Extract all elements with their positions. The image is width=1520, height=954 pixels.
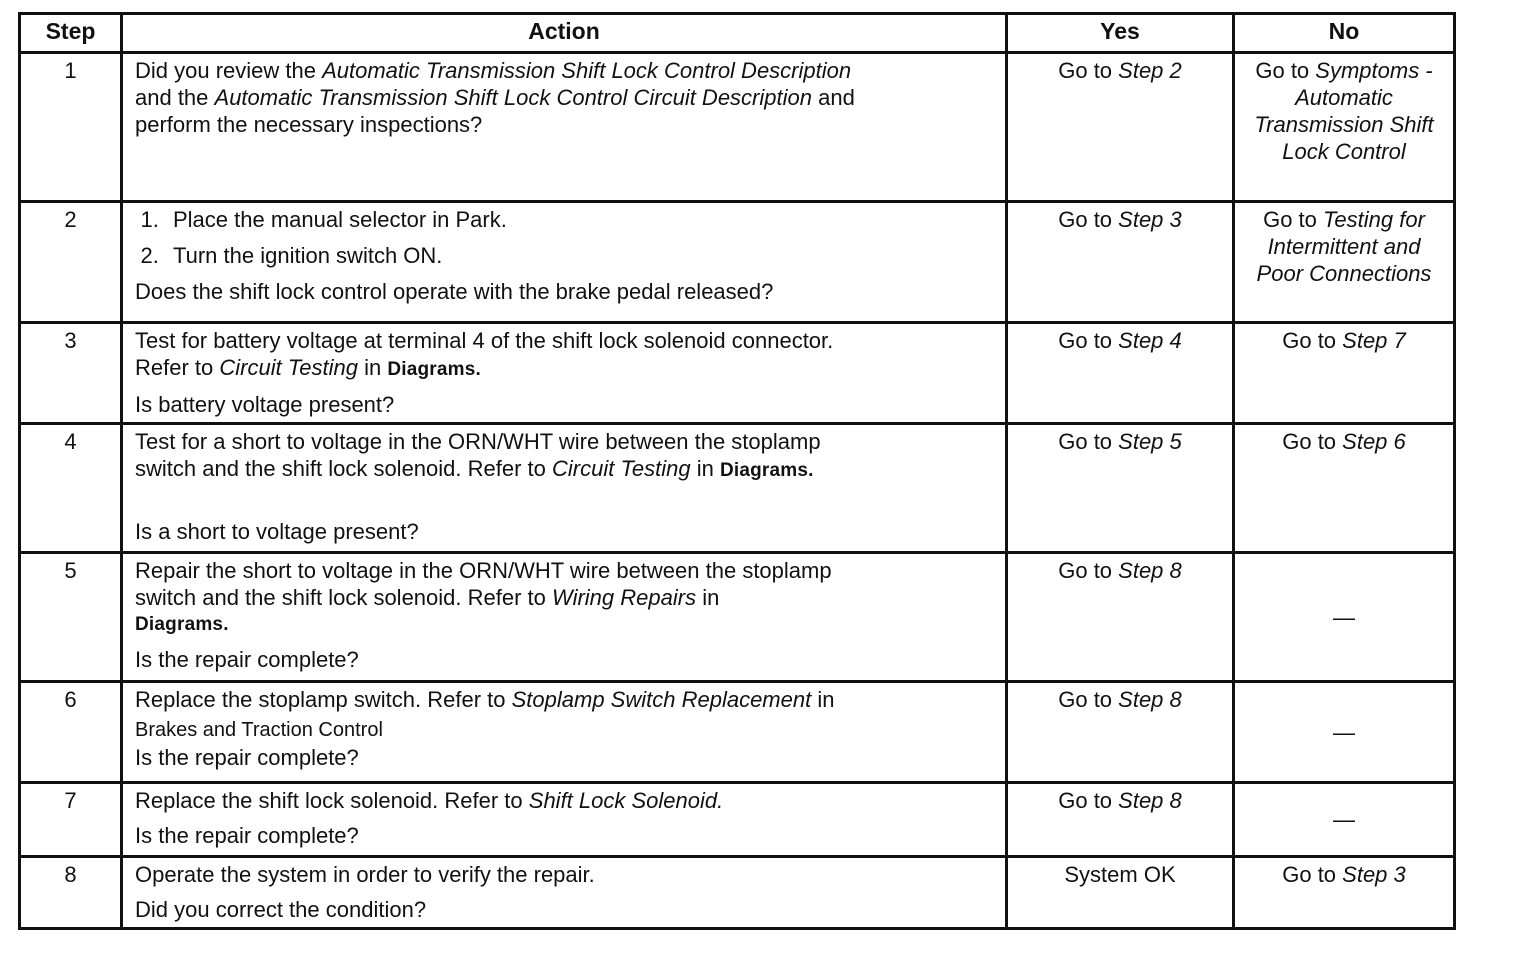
yes-cell: Go to Step 4 xyxy=(1007,323,1234,424)
action-cell: Replace the shift lock solenoid. Refer to Shift Lock Solenoid. Is the repair complete? xyxy=(122,783,1007,857)
link-shift-lock-description[interactable]: Automatic Transmission Shift Lock Control Description xyxy=(322,58,852,83)
yes-cell: Go to Step 5 xyxy=(1007,424,1234,553)
table-row xyxy=(20,682,1455,783)
link-step[interactable]: Step 8 xyxy=(1118,687,1182,712)
link-circuit-testing[interactable]: Circuit Testing xyxy=(219,355,358,380)
step-number: 2 xyxy=(20,202,122,323)
yes-cell: Go to Step 8 xyxy=(1007,553,1234,682)
link-diagrams[interactable]: Diagrams. xyxy=(387,359,481,380)
link-symptoms[interactable]: Symptoms - Automatic Transmission Shift Lock Control xyxy=(1254,58,1434,164)
link-step[interactable]: Step 4 xyxy=(1118,328,1182,353)
link-diagrams[interactable]: Diagrams. xyxy=(135,614,229,635)
header-yes: Yes xyxy=(1007,14,1234,53)
list-item: 2. Turn the ignition switch ON. xyxy=(165,242,993,269)
link-brakes-traction[interactable]: Brakes and Traction Control xyxy=(135,719,383,741)
link-step[interactable]: Step 3 xyxy=(1118,207,1182,232)
no-cell: Go to Step 3 xyxy=(1234,857,1455,929)
yes-cell: Go to Step 8 xyxy=(1007,783,1234,857)
table-row xyxy=(20,202,1455,323)
step-number: 8 xyxy=(20,857,122,929)
step-number: 3 xyxy=(20,323,122,424)
header-step: Step xyxy=(20,14,122,53)
yes-cell: Go to Step 2 xyxy=(1007,53,1234,202)
no-cell xyxy=(1234,682,1455,783)
action-cell: Did you review the Automatic Transmission Shift Lock Control Description and the Automatic Transmission Shift Lock Control Circuit Description and perform the necessary inspections? xyxy=(122,53,1007,202)
no-cell xyxy=(1234,783,1455,857)
step-number: 5 xyxy=(20,553,122,682)
question: Did you correct the condition? xyxy=(135,897,427,922)
question: Is a short to voltage present? xyxy=(135,519,419,544)
action-cell: Replace the stoplamp switch. Refer to Stoplamp Switch Replacement in Brakes and Traction Control Is the repair complete? xyxy=(122,682,1007,783)
action-steps-list xyxy=(135,206,993,269)
header-row xyxy=(20,14,1455,53)
link-step[interactable]: Step 8 xyxy=(1118,558,1182,583)
question: Is the repair complete? xyxy=(135,647,359,672)
question: Does the shift lock control operate with the brake pedal released? xyxy=(135,279,774,304)
no-cell: Go to Step 7 xyxy=(1234,323,1455,424)
no-action-dash: — xyxy=(1333,719,1355,745)
action-cell: Test for battery voltage at terminal 4 of the shift lock solenoid connector. Refer to Circuit Testing in Diagrams. Is battery voltage present? xyxy=(122,323,1007,424)
step-number: 7 xyxy=(20,783,122,857)
yes-cell: Go to Step 3 xyxy=(1007,202,1234,323)
no-action-dash: — xyxy=(1333,604,1355,630)
table-row xyxy=(20,783,1455,857)
header-no: No xyxy=(1234,14,1455,53)
table-row xyxy=(20,424,1455,553)
link-step[interactable]: Step 8 xyxy=(1118,788,1182,813)
yes-cell xyxy=(1007,857,1234,929)
link-step[interactable]: Step 2 xyxy=(1118,58,1182,83)
action-cell: Test for a short to voltage in the ORN/WHT wire between the stoplamp switch and the shift lock solenoid. Refer to Circuit Testing in Diagrams. Is a short to voltage present? xyxy=(122,424,1007,553)
question: Is battery voltage present? xyxy=(135,392,395,417)
table-row xyxy=(20,323,1455,424)
step-number: 6 xyxy=(20,682,122,783)
action-cell xyxy=(122,202,1007,323)
no-cell: Go to Step 6 xyxy=(1234,424,1455,553)
table-row xyxy=(20,53,1455,202)
link-step[interactable]: Step 6 xyxy=(1342,429,1406,454)
link-shift-lock-circuit-description[interactable]: Automatic Transmission Shift Lock Control Circuit Description xyxy=(214,85,812,110)
yes-cell: Go to Step 8 xyxy=(1007,682,1234,783)
no-cell: Go to Symptoms - Automatic Transmission Shift Lock Control xyxy=(1234,53,1455,202)
no-cell: Go to Testing for Intermittent and Poor Connections xyxy=(1234,202,1455,323)
link-step[interactable]: Step 5 xyxy=(1118,429,1182,454)
link-shift-lock-solenoid[interactable]: Shift Lock Solenoid. xyxy=(528,788,724,813)
question: Is the repair complete? xyxy=(135,823,359,848)
link-testing-intermittent[interactable]: Testing for Intermittent and Poor Connections xyxy=(1256,207,1432,286)
link-diagrams[interactable]: Diagrams. xyxy=(719,460,814,481)
step-number: 1 xyxy=(20,53,122,202)
step-number: 4 xyxy=(20,424,122,553)
header-action: Action xyxy=(122,14,1007,53)
no-cell xyxy=(1234,553,1455,682)
link-wiring-repairs[interactable]: Wiring Repairs xyxy=(552,585,697,610)
link-circuit-testing[interactable]: Circuit Testing xyxy=(552,456,691,481)
link-step[interactable]: Step 3 xyxy=(1342,862,1406,887)
no-action-dash: — xyxy=(1333,807,1355,832)
table-row xyxy=(20,553,1455,682)
question: Is the repair complete? xyxy=(135,745,359,770)
table-row xyxy=(20,857,1455,929)
link-stoplamp-switch-replacement[interactable]: Stoplamp Switch Replacement xyxy=(511,687,812,712)
action-cell: Repair the short to voltage in the ORN/WHT wire between the stoplamp switch and the shift lock solenoid. Refer to Wiring Repairs in Diagrams. Is the repair complete? xyxy=(122,553,1007,682)
link-step[interactable]: Step 7 xyxy=(1342,328,1406,353)
diagnostic-table xyxy=(18,12,1456,930)
action-cell: Operate the system in order to verify the repair. Did you correct the condition? xyxy=(122,857,1007,929)
list-item: 1. Place the manual selector in Park. xyxy=(165,206,993,233)
system-ok: System OK xyxy=(1064,862,1176,887)
